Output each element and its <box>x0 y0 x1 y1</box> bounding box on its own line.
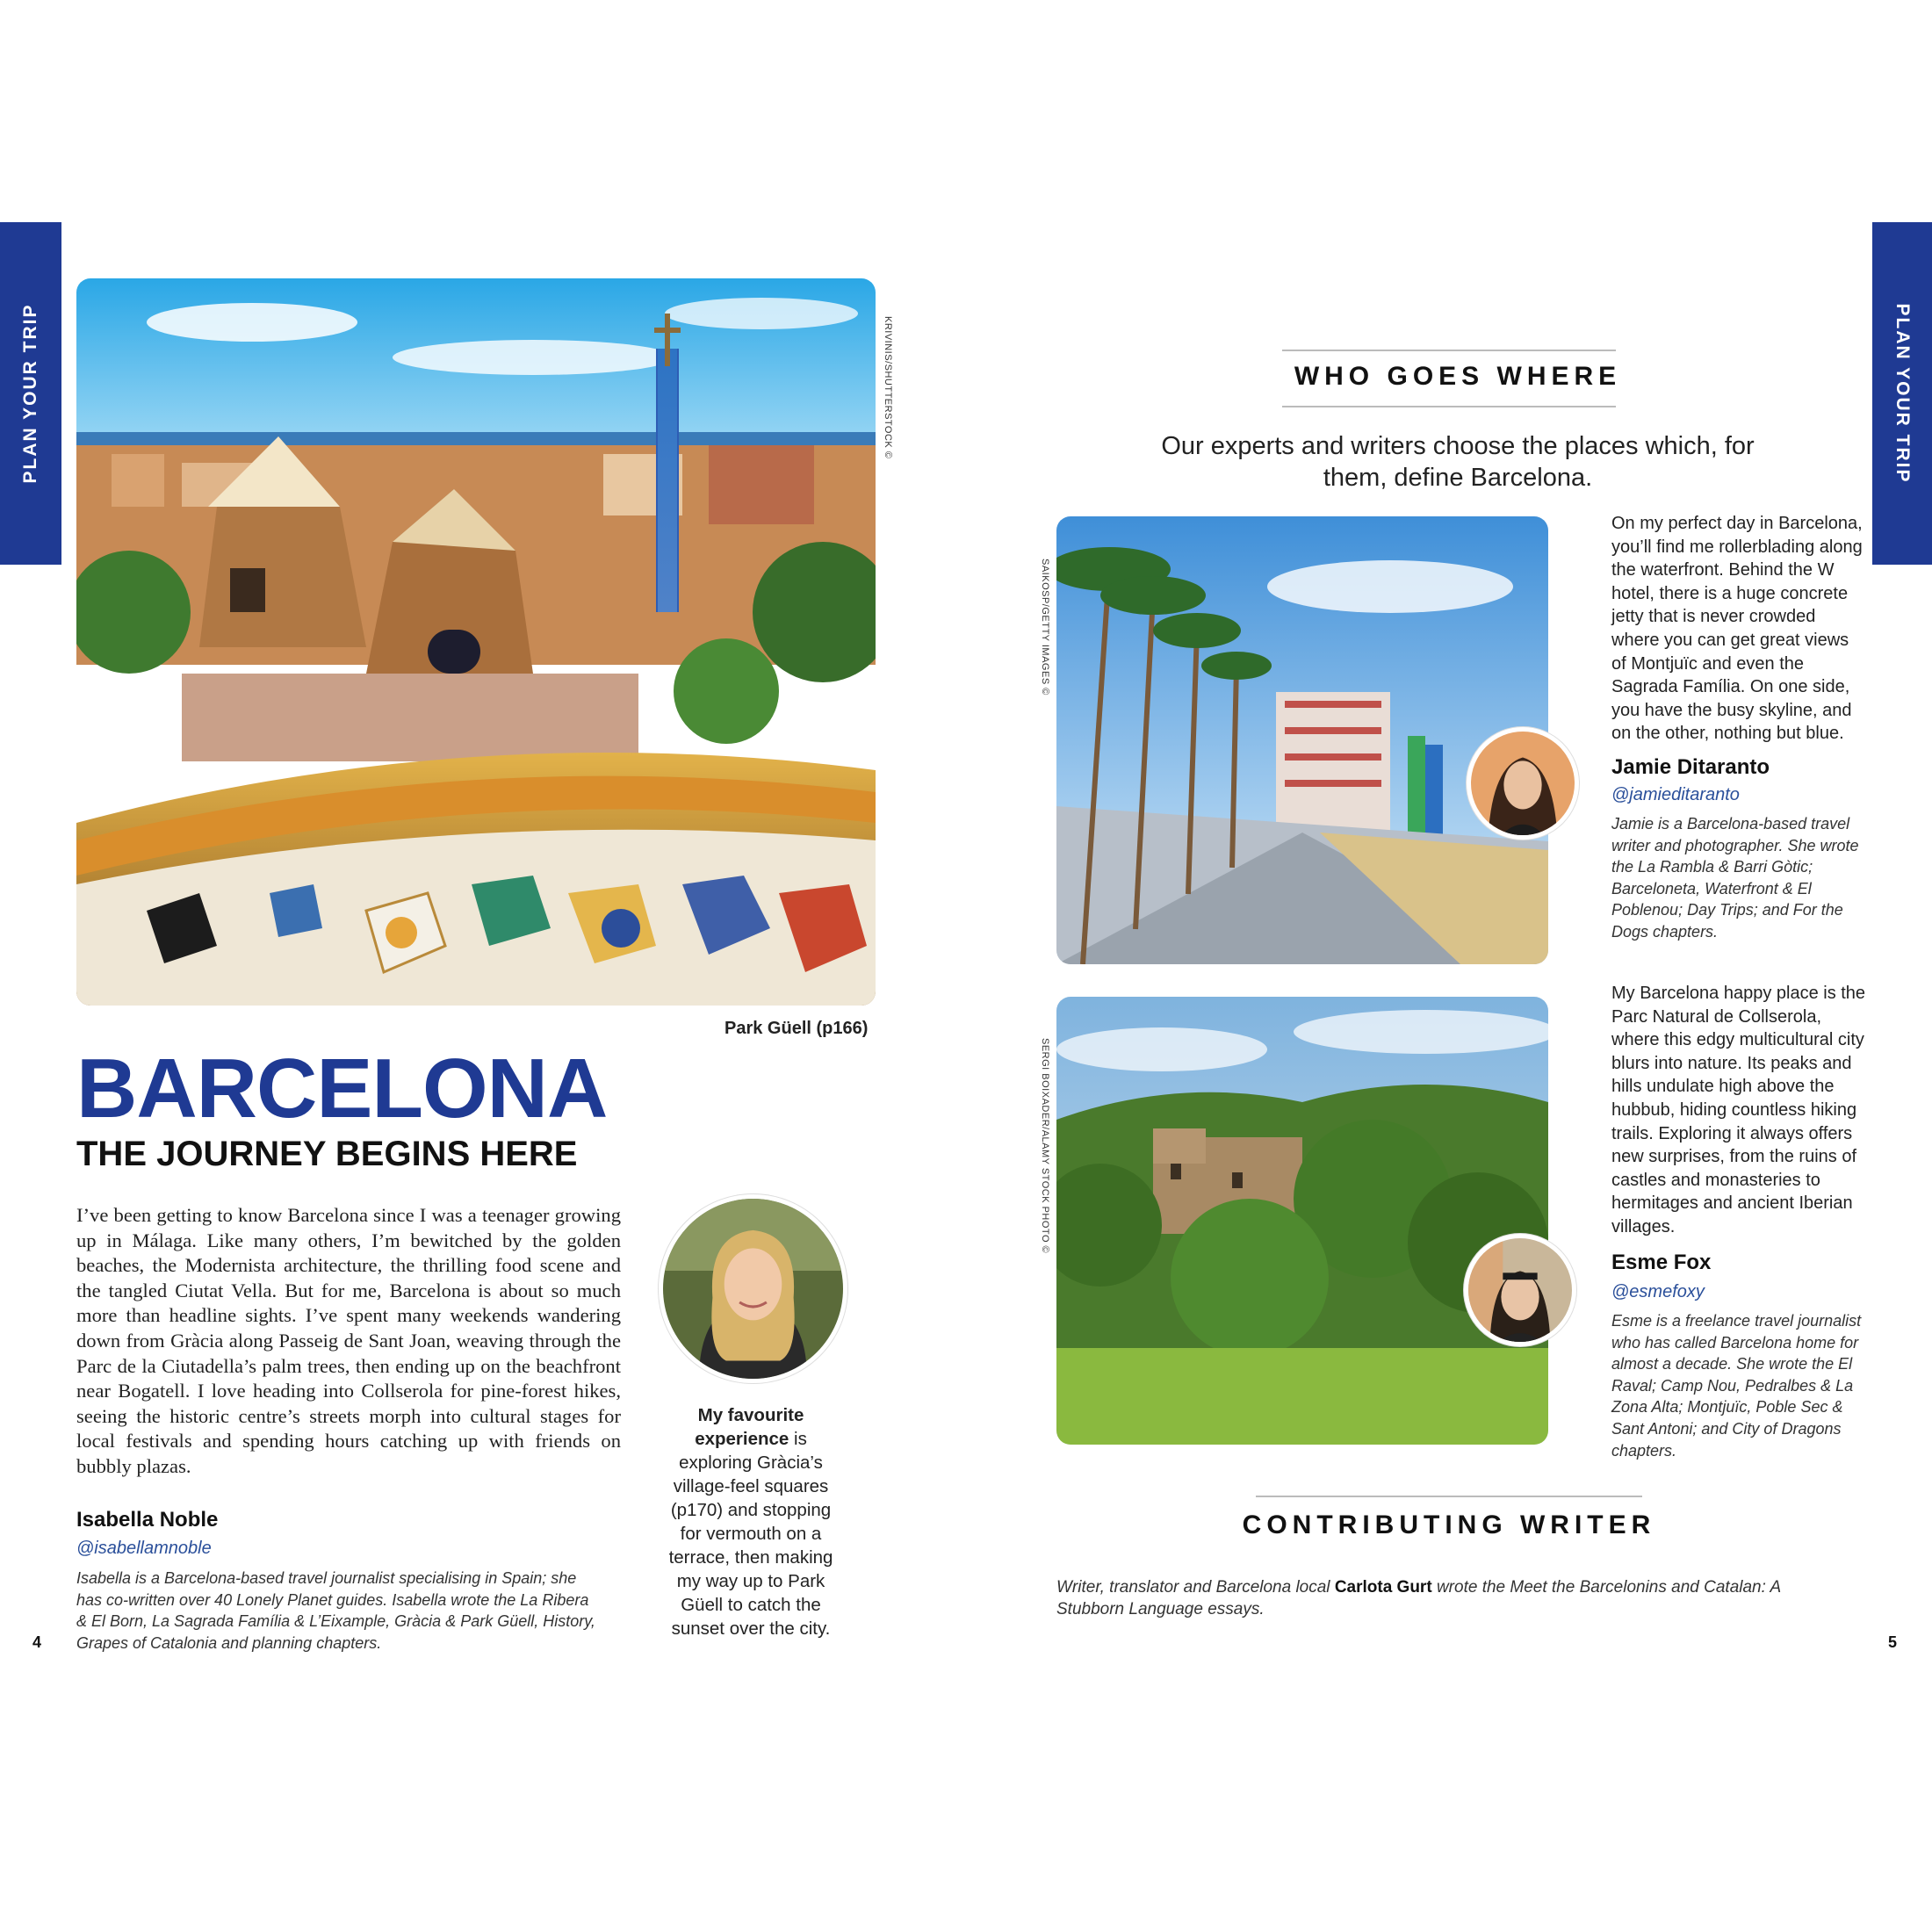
hero-caption: Park Güell (p166) <box>724 1019 869 1038</box>
writer1-photo-waterfront <box>1056 516 1548 964</box>
avatar-isabella <box>659 1194 847 1383</box>
side-tab-left <box>0 222 61 565</box>
avatar-esme <box>1464 1234 1576 1346</box>
contributing-name: Carlota Gurt <box>1334 1578 1432 1597</box>
who-goes-where-intro: Our experts and writers choose the places which, for them, define Barcelona. <box>1161 432 1755 492</box>
favourite-experience <box>659 1403 843 1640</box>
writer1-text: On my perfect day in Barcelona, you’ll find me rollerblading along the waterfront. Behind the W hotel, there is a huge concrete jetty that is never crowded where you can get great views of Montjuïc and even the Sagrada Família. On one side, you have the busy skyline, and on the other, nothing but blue. <box>1611 514 1863 744</box>
hero-photo-credit: KRIVINIS/SHUTTERSTOCK © <box>883 316 893 459</box>
author-name-esme: Esme Fox <box>1611 1251 1712 1274</box>
contributing-text <box>1056 1576 1812 1620</box>
author-name-isabella: Isabella Noble <box>76 1508 219 1532</box>
side-tab-right <box>1872 222 1932 565</box>
author-bio-isabella: Isabella is a Barcelona-based travel journalist specialising in Spain; she has co-written over 40 Lonely Planet guides. Isabella wrote the La Ribera & El Born, La Sagrada Família & L’Eixample, Gràcia & Park Güell, History, Grapes of Catalonia and planning chapters. <box>76 1569 595 1652</box>
author-handle-isabella: @isabellamnoble <box>76 1539 212 1558</box>
author-bio-jamie: Jamie is a Barcelona-based travel writer and photographer. She wrote the La Rambla & Barri Gòtic; Barceloneta, Waterfront & El Poblenou; Day Trips; and For the Dogs chapters. <box>1611 815 1859 941</box>
author-bio-esme: Esme is a freelance travel journalist who has called Barcelona home for almost a decade. She wrote the El Raval; Camp Nou, Pedralbes & La Zona Alta; Montjuïc, Poble Sec & Sant Antoni; and City of Dragons chapters. <box>1611 1312 1862 1460</box>
contributing-post: wrote the Meet the Barcelonins and Catalan: A Stubborn Language essays. <box>1056 1578 1781 1618</box>
page-subtitle: THE JOURNEY BEGINS HERE <box>76 1135 578 1173</box>
author-handle-jamie: @jamieditaranto <box>1611 785 1740 804</box>
who-goes-where-heading: WHO GOES WHERE <box>1294 362 1622 391</box>
writer1-photo-credit: SAIKOSP/GETTY IMAGES © <box>1040 559 1050 696</box>
page-number-right: 5 <box>1888 1633 1898 1651</box>
writer2-photo-credit: SERGI BOIXADER/ALAMY STOCK PHOTO © <box>1040 1038 1050 1254</box>
hero-photo-park-guell <box>76 278 876 1006</box>
writer2-photo-collserola <box>1056 997 1548 1445</box>
side-tab-left-label: PLAN YOUR TRIP <box>20 303 40 484</box>
contributing-heading: CONTRIBUTING WRITER <box>1242 1510 1656 1539</box>
author-handle-esme: @esmefoxy <box>1611 1282 1705 1301</box>
who-goes-where-rule-top <box>1282 350 1616 351</box>
page-title: BARCELONA <box>76 1042 608 1135</box>
favourite-text: is exploring Gràcia’s village-feel squares (p170) and stopping for vermouth on a terrace, then making my way up to Park Güell to catch the sunset over the city. <box>668 1429 833 1639</box>
contributing-pre: Writer, translator and Barcelona local <box>1056 1578 1335 1597</box>
avatar-jamie <box>1467 727 1579 840</box>
who-goes-where-rule-bottom <box>1282 406 1616 407</box>
favourite-lead: My favourite experience <box>695 1405 804 1449</box>
side-tab-right-label: PLAN YOUR TRIP <box>1892 303 1913 484</box>
author-name-jamie: Jamie Ditaranto <box>1611 755 1770 779</box>
intro-text: I’ve been getting to know Barcelona since I was a teenager growing up in Málaga. Like many others, I’m bewitched by the golden beaches, the Modernista architecture, the thrilling food scene and the tangled Ciutat Vella. But for me, Barcelona is about so much more than headline sights. I’ve spent many weekends wandering down from Gràcia along Passeig de Sant Joan, weaving through the Parc de la Ciutadella’s palm trees, then ending up on the beachfront near Bogatell. I love heading into Collserola for pine-forest hikes, seeing the historic centre’s streets morph into cultural stages for local festivals and spending hours catching up with friends on bubbly plazas. <box>76 1204 621 1477</box>
page-number-left: 4 <box>32 1633 42 1651</box>
contributing-rule-top <box>1256 1496 1642 1497</box>
writer2-text: My Barcelona happy place is the Parc Natural de Collserola, where this edgy multicultural city blurs into nature. Its peaks and hills undulate high above the hubbub, hiding countless hiking trails. Exploring it always offers new surprises, from the ruins of castles and monasteries to hermitages and ancient Iberian villages. <box>1611 984 1866 1236</box>
